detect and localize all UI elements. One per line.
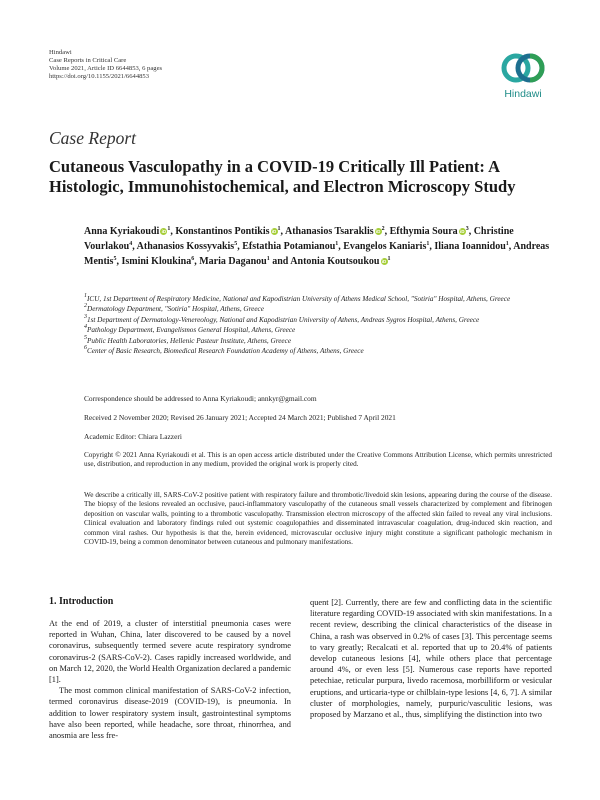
orcid-icon[interactable]: iD bbox=[161, 229, 167, 234]
author-name: Efstathia Potamianou bbox=[242, 240, 336, 252]
affiliation-text: Pathology Department, Evangelismos General Hospital, Athens, Greece bbox=[87, 326, 296, 335]
affiliation-marker: 3 bbox=[465, 226, 469, 232]
affiliation-marker: 5 bbox=[234, 240, 238, 247]
article-title: Cutaneous Vasculopathy in a COVID-19 Critically Ill Patient: A Histologic, Immunohistochemical, and Electron Microscopy Study bbox=[49, 157, 516, 196]
orcid-icon[interactable]: iD bbox=[375, 229, 381, 234]
hindawi-rings-icon bbox=[497, 50, 549, 86]
affiliation-marker: 1 bbox=[167, 226, 171, 232]
body-column-right bbox=[310, 597, 552, 720]
publisher-name: Hindawi bbox=[49, 49, 72, 56]
affiliation bbox=[84, 346, 558, 356]
affiliation bbox=[84, 325, 558, 335]
article-type: Case Report bbox=[49, 128, 137, 148]
copyright-notice: Copyright © 2021 Anna Kyriakoudi et al. This is an open access article distributed under the Creative Commons Attribution License, which permits unrestricted use, distribution, and reproduction in any medium, provided the original work is properly cited. bbox=[84, 451, 552, 469]
affiliation bbox=[84, 315, 558, 325]
affiliation bbox=[84, 304, 558, 314]
journal-header bbox=[49, 49, 162, 81]
paragraph: The most common clinical manifestation of SARS-CoV-2 infection, termed coronavirus disease-2019 (COVID-19), is pneumonia. In addition to lower respiratory system insult, gastrointestinal symptoms have also been reported, while headache, sore throat, rhinorrhea, and anosmia are less fre- bbox=[49, 686, 291, 741]
body-column-left bbox=[49, 618, 291, 741]
affiliation-text: 1st Department of Dermatology-Venereology, National and Kapodistrian University of Athens, Andreas Sygros Hospital, Athens, Greece bbox=[87, 315, 480, 324]
abstract: We describe a critically ill, SARS-CoV-2 positive patient with respiratory failure and thrombotic/livedoid skin lesions, appearing during the course of the disease. The biopsy of the lesions revealed an occlusive, pauci-inflammatory vasculopathy of the cutaneous small vessels characterized by complement and fibrinogen deposition on vascular walls, pointing to a thrombotic vasculopathy. Transmission electron microscopy of the affected skin failed to reveal any viral inclusions. Clinical evaluation and laboratory findings ruled out systemic coagulopathies and disseminated intravascular coagulation, drug-induced skin reaction, and common viral rashes. Our hypothesis is that the, herein evidenced, microvascular occlusive injury might constitute a significant pathologic mechanism in COVID-19, being a common denominator between cutaneous and pulmonary manifestations. bbox=[84, 491, 552, 547]
author-name: Efthymia Soura bbox=[389, 226, 458, 237]
author-name: Athanasios Kossyvakis bbox=[136, 240, 235, 252]
orcid-icon[interactable]: iD bbox=[459, 229, 465, 234]
affiliation-number: 2 bbox=[84, 303, 87, 310]
affiliation-marker: 6 bbox=[191, 255, 195, 262]
author-name: Andreas Mentis bbox=[84, 240, 550, 267]
affiliation-marker: 4 bbox=[129, 240, 133, 247]
author-name: Anna Kyriakoudi bbox=[84, 226, 160, 237]
orcid-icon[interactable]: iD bbox=[381, 258, 387, 264]
correspondence: Correspondence should be addressed to Anna Kyriakoudi; annkyr@gmail.com bbox=[84, 394, 317, 403]
affiliation-marker: 5 bbox=[113, 255, 117, 262]
affiliation bbox=[84, 294, 558, 304]
academic-editor: Academic Editor: Chiara Lazzeri bbox=[84, 432, 182, 441]
author-name: Christine Vourlakou bbox=[84, 226, 514, 252]
section-heading: 1. Introduction bbox=[49, 596, 114, 607]
affiliation-marker: 1 bbox=[426, 240, 430, 247]
volume-line: Volume 2021, Article ID 6644853, 6 pages bbox=[49, 65, 163, 72]
orcid-icon[interactable]: iD bbox=[271, 229, 277, 234]
doi-link[interactable]: https://doi.org/10.1155/2021/6644853 bbox=[49, 73, 150, 80]
affiliation-number: 6 bbox=[84, 345, 87, 352]
author-name: Iliana Ioannidou bbox=[434, 240, 506, 252]
affiliation bbox=[84, 336, 558, 346]
logo-wordmark: Hindawi bbox=[504, 88, 542, 100]
affiliation-number: 3 bbox=[84, 313, 87, 320]
affiliation-number: 1 bbox=[84, 293, 87, 299]
affiliation-marker: 1 bbox=[505, 240, 509, 247]
author-name: Athanasios Tsaraklis bbox=[284, 226, 374, 237]
affiliation-marker: 1 bbox=[266, 255, 270, 262]
affiliation-marker: 1 bbox=[277, 226, 281, 232]
journal-name: Case Reports in Critical Care bbox=[49, 57, 127, 64]
author-name: Ismini Kloukina bbox=[121, 255, 192, 267]
affiliation-text: Dermatology Department, "Sotiria" Hospital, Athens, Greece bbox=[87, 305, 264, 314]
affiliation-marker: 1 bbox=[387, 255, 391, 262]
affiliation-text: Center of Basic Research, Biomedical Research Foundation Academy of Athens, Athens, Greece bbox=[87, 347, 364, 356]
affiliation-number: 4 bbox=[84, 324, 87, 331]
affiliation-list bbox=[84, 294, 558, 356]
history-dates: Received 2 November 2020; Revised 26 January 2021; Accepted 24 March 2021; Published 7 April 2021 bbox=[84, 413, 396, 422]
paragraph: At the end of 2019, a cluster of interstitial pneumonia cases were reported in Wuhan, China, later discovered to be caused by a novel coronavirus, subsequently termed severe acute respiratory syndrome coronavirus-2 (SARS-CoV-2). Cases rapidly increased worldwide, and on March 12, 2020, the World Health Organization declared a pandemic [1]. bbox=[49, 619, 291, 685]
author-name: Evangelos Kaniaris bbox=[343, 240, 427, 252]
author-name: Konstantinos Pontikis bbox=[175, 226, 270, 237]
author-name: Antonia Koutsoukou bbox=[290, 255, 380, 267]
author-name: Maria Daganou bbox=[199, 255, 267, 267]
paragraph: quent [2]. Currently, there are few and conflicting data in the scientific literature regarding COVID-19 associated with skin manifestations. In a recent review, describing the clinical characteristics of the disease in China, a rash was observed in 0.2% of cases [3]. This percentage seems to vary greatly; Recalcati et al. reported that up to 20.4% of patients develop cutaneous lesions [4], while others place that percentage around 4%, or even less [5]. Numerous case reports have reported petechiae, reticular purpura, livedo racemosa, morbilliform or vesicular eruptions, and urticaria-type or chilblain-type lesions [4, 6, 7]. A similar cluster of morphologies, namely, purpuric/vasculitic lesions, was proposed by Marzano et al., thus, simplifying the distinction into two bbox=[310, 598, 552, 720]
affiliation-marker: 1 bbox=[335, 240, 339, 247]
affiliation-text: Public Health Laboratories, Hellenic Pasteur Institute, Athens, Greece bbox=[87, 336, 292, 345]
author-list: Anna Kyriakoudi $iD^1$, Konstantinos Pontikis $iD^1$, Athanasios Tsaraklis $iD^2$, Efthymia Soura $iD^3$, Christine Vourlakou$^4$, Athanasios Kossyvakis$^5$, Efstathia Potamianou$^1$, Evangelos Kaniaris$^1$, Iliana Ioannidou$^1$, Andreas Mentis$^5$, Ismini Kloukina$^6$, Maria Daganou$^1$ and Antonia Koutsoukou $iD^1$ bbox=[84, 226, 550, 267]
affiliation-text: ICU, 1st Department of Respiratory Medicine, National and Kapodistrian University of Athens Medical School, "Sotiria" Hospital, Athens, Greece bbox=[87, 295, 511, 303]
hindawi-logo bbox=[497, 50, 549, 106]
affiliation-marker: 2 bbox=[381, 226, 385, 232]
affiliation-number: 5 bbox=[84, 334, 87, 341]
